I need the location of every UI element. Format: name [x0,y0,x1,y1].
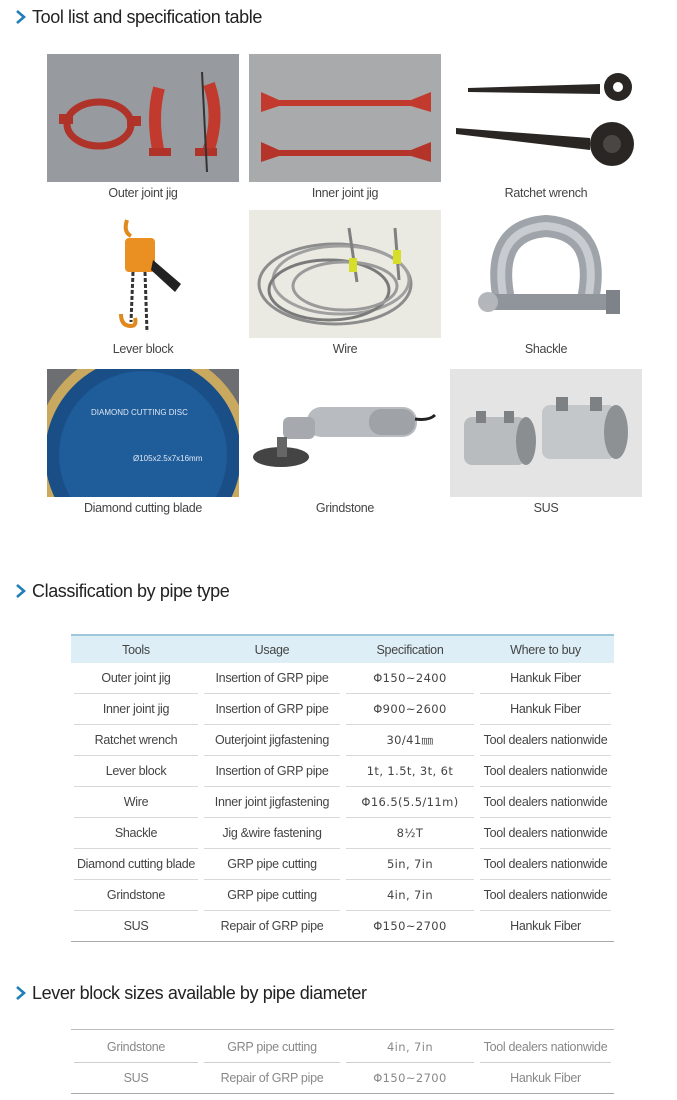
lever-table [71,1032,614,1094]
table-cell [201,663,343,694]
table-cell [343,756,477,787]
table-header-row [71,634,614,663]
cell-text: Outer joint jig [74,663,198,694]
cell-text: Tool dealers nationwide [480,818,611,849]
cell-text: Inner joint jig [74,694,198,725]
cell-text: Tool dealers nationwide [480,880,611,911]
section-title-lever [14,981,367,1005]
table-row [71,694,614,725]
tool-card-grindstone [249,369,441,515]
table-cell [477,787,614,818]
cell-text: Diamond cutting blade [74,849,198,880]
tool-caption: Grindstone [315,501,375,515]
cell-text: 8½T [346,818,474,849]
table-cell [71,1063,201,1094]
table-cell [343,880,477,911]
table-cell [201,880,343,911]
header-usage: Usage [201,634,343,663]
tool-caption: Ratchet wrench [504,186,588,200]
cell-text: Outerjoint jigfastening [204,725,340,756]
table-cell [201,694,343,725]
table-cell [71,725,201,756]
table-cell [71,694,201,725]
tool-card-shackle [450,210,642,356]
table-cell [477,880,614,911]
tool-caption: Diamond cutting blade [83,501,203,515]
table-cell [343,787,477,818]
classification-title-text: Classification by pipe type [32,580,230,601]
header-tools: Tools [71,634,201,663]
cell-text: SUS [71,911,201,942]
lever-title-text: Lever block sizes available by pipe diameter [32,982,367,1003]
table-row [71,880,614,911]
inner-joint-jig-image [249,54,441,182]
table-cell [71,911,201,942]
table-cell [71,880,201,911]
cell-text: Repair of GRP pipe [201,911,343,942]
tool-card-lever-block [47,210,239,356]
cell-text: Tool dealers nationwide [480,787,611,818]
table-cell [201,1063,343,1094]
cell-text: Hankuk Fiber [480,663,611,694]
tools-title-text: Tool list and specification table [32,6,262,27]
blade-logo-text: DIAMOND CUTTING DISC [91,408,188,417]
cell-text: Φ150~2700 [343,911,477,942]
cell-text: Φ150~2400 [346,663,474,694]
cell-text: 1t, 1.5t, 3t, 6t [346,756,474,787]
tool-caption: Inner joint jig [311,186,379,200]
table-cell [201,818,343,849]
table-cell [477,818,614,849]
section-title-tools [14,5,262,29]
table-row [71,663,614,694]
cell-text: Insertion of GRP pipe [204,694,340,725]
chevron-right-icon [14,583,28,599]
table-cell [71,663,201,694]
header-specification: Specification [343,634,477,663]
table-cell [201,849,343,880]
table-cell [477,663,614,694]
grindstone-image [249,369,441,497]
table-cell [201,787,343,818]
cell-text: Repair of GRP pipe [201,1063,343,1094]
tool-card-outer-joint-jig [47,54,239,200]
table-cell [343,663,477,694]
cell-text: Lever block [74,756,198,787]
table-cell [477,756,614,787]
cell-text: 30/41㎜ [346,725,474,756]
diamond-cutting-blade-image [47,369,239,497]
cell-text: Shackle [74,818,198,849]
cell-text: Insertion of GRP pipe [204,663,340,694]
cell-text: Hankuk Fiber [477,1063,614,1094]
table-cell [477,1032,614,1063]
cell-text: 4in, 7in [346,880,474,911]
classification-table [71,634,614,942]
cell-text: Grindstone [74,1032,198,1063]
cell-text: GRP pipe cutting [204,1032,340,1063]
table-cell [343,911,477,942]
table-cell [343,694,477,725]
cell-text: GRP pipe cutting [204,849,340,880]
table-cell [477,725,614,756]
table-row [71,849,614,880]
table-cell [343,818,477,849]
table-cell [343,849,477,880]
cell-text: 5in, 7in [346,849,474,880]
table-cell [201,1032,343,1063]
table-cell [71,818,201,849]
cell-text: Grindstone [74,880,198,911]
tool-card-wire [249,210,441,356]
table-cell [477,911,614,942]
table-row [71,911,614,942]
table-row [71,818,614,849]
tool-card-inner-joint-jig [249,54,441,200]
table-cell [201,756,343,787]
cell-text: Tool dealers nationwide [480,1032,611,1063]
table-cell [343,725,477,756]
lever-table-top-rule [71,1029,614,1030]
section-title-classification [14,579,229,603]
tool-caption: Outer joint jig [108,186,178,200]
table-cell [201,725,343,756]
table-row [71,1032,614,1063]
cell-text: Inner joint jigfastening [204,787,340,818]
table-cell [71,756,201,787]
cell-text: Φ16.5(5.5/11m) [346,787,474,818]
cell-text: SUS [71,1063,201,1094]
tool-card-diamond-cutting-blade [47,369,239,515]
cell-text: Hankuk Fiber [477,911,614,942]
cell-text: GRP pipe cutting [204,880,340,911]
shackle-image [450,210,642,338]
cell-text: Tool dealers nationwide [480,725,611,756]
table-row [71,756,614,787]
outer-joint-jig-image [47,54,239,182]
lever-block-image [47,210,239,338]
cell-text: Tool dealers nationwide [480,849,611,880]
sus-image [450,369,642,497]
cell-text: Wire [74,787,198,818]
tool-caption: Lever block [112,342,174,356]
chevron-right-icon [14,9,28,25]
cell-text: Φ150~2700 [343,1063,477,1094]
table-cell [71,787,201,818]
wire-image [249,210,441,338]
cell-text: Hankuk Fiber [480,694,611,725]
cell-text: Tool dealers nationwide [480,756,611,787]
table-cell [71,1032,201,1063]
table-cell [477,694,614,725]
tool-card-ratchet-wrench [450,54,642,200]
table-row [71,1063,614,1094]
table-row [71,787,614,818]
cell-text: Ratchet wrench [74,725,198,756]
chevron-right-icon [14,985,28,1001]
cell-text: Φ900~2600 [346,694,474,725]
table-cell [477,1063,614,1094]
cell-text: Jig &wire fastening [204,818,340,849]
table-cell [71,849,201,880]
tool-caption: Shackle [524,342,568,356]
table-cell [343,1032,477,1063]
tool-card-sus [450,369,642,515]
table-cell [343,1063,477,1094]
blade-size-text: Ø105x2.5x7x16mm [133,454,203,463]
ratchet-wrench-image [450,54,642,182]
table-row [71,725,614,756]
table-cell [477,849,614,880]
tool-caption: Wire [332,342,358,356]
cell-text: Insertion of GRP pipe [204,756,340,787]
header-where-to-buy: Where to buy [477,634,614,663]
tool-caption: SUS [533,501,559,515]
cell-text: 4in, 7in [346,1032,474,1063]
table-cell [201,911,343,942]
